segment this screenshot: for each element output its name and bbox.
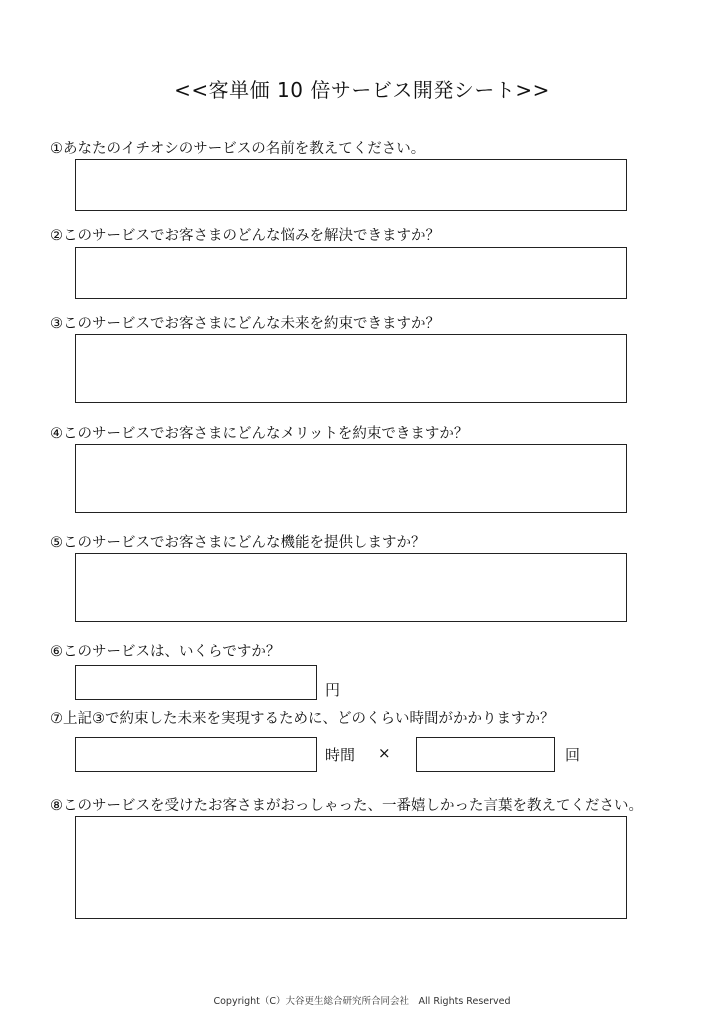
times-symbol: × [378, 744, 391, 762]
answer-3-field[interactable] [75, 334, 627, 403]
answer-5-field[interactable] [75, 553, 627, 622]
question-1-label: ①あなたのイチオシのサービスの名前を教えてください。 [50, 141, 426, 157]
question-8-label: ⑧このサービスを受けたお客さまがおっしゃった、一番嬉しかった言葉を教えてください。 [50, 798, 643, 814]
question-3-label: ③このサービスでお客さまにどんな未来を約束できますか？ [50, 316, 440, 332]
price-field[interactable] [75, 665, 317, 700]
yen-unit-label: 円 [325, 681, 341, 699]
sheet-title: <<客単価 10 倍サービス開発シート>> [174, 78, 550, 102]
copyright-footer: Copyright（C）大谷更生総合研究所合同会社 All Rights Reserved [213, 996, 511, 1007]
question-4-label: ④このサービスでお客さまにどんなメリットを約束できますか？ [50, 426, 469, 442]
answer-1-field[interactable] [75, 159, 627, 211]
hours-unit-label: 時間 [325, 746, 356, 764]
count-field[interactable] [416, 737, 555, 772]
question-5-label: ⑤このサービスでお客さまにどんな機能を提供しますか？ [50, 535, 426, 551]
answer-8-field[interactable] [75, 816, 627, 919]
count-unit-label: 回 [565, 746, 581, 764]
question-6-label: ⑥このサービスは、いくらですか？ [50, 644, 281, 660]
answer-4-field[interactable] [75, 444, 627, 513]
question-7-label: ⑦上記③で約束した未来を実現するために、どのくらい時間がかかりますか？ [50, 711, 555, 727]
answer-2-field[interactable] [75, 247, 627, 299]
hours-field[interactable] [75, 737, 317, 772]
question-2-label: ②このサービスでお客さまのどんな悩みを解決できますか？ [50, 228, 440, 244]
